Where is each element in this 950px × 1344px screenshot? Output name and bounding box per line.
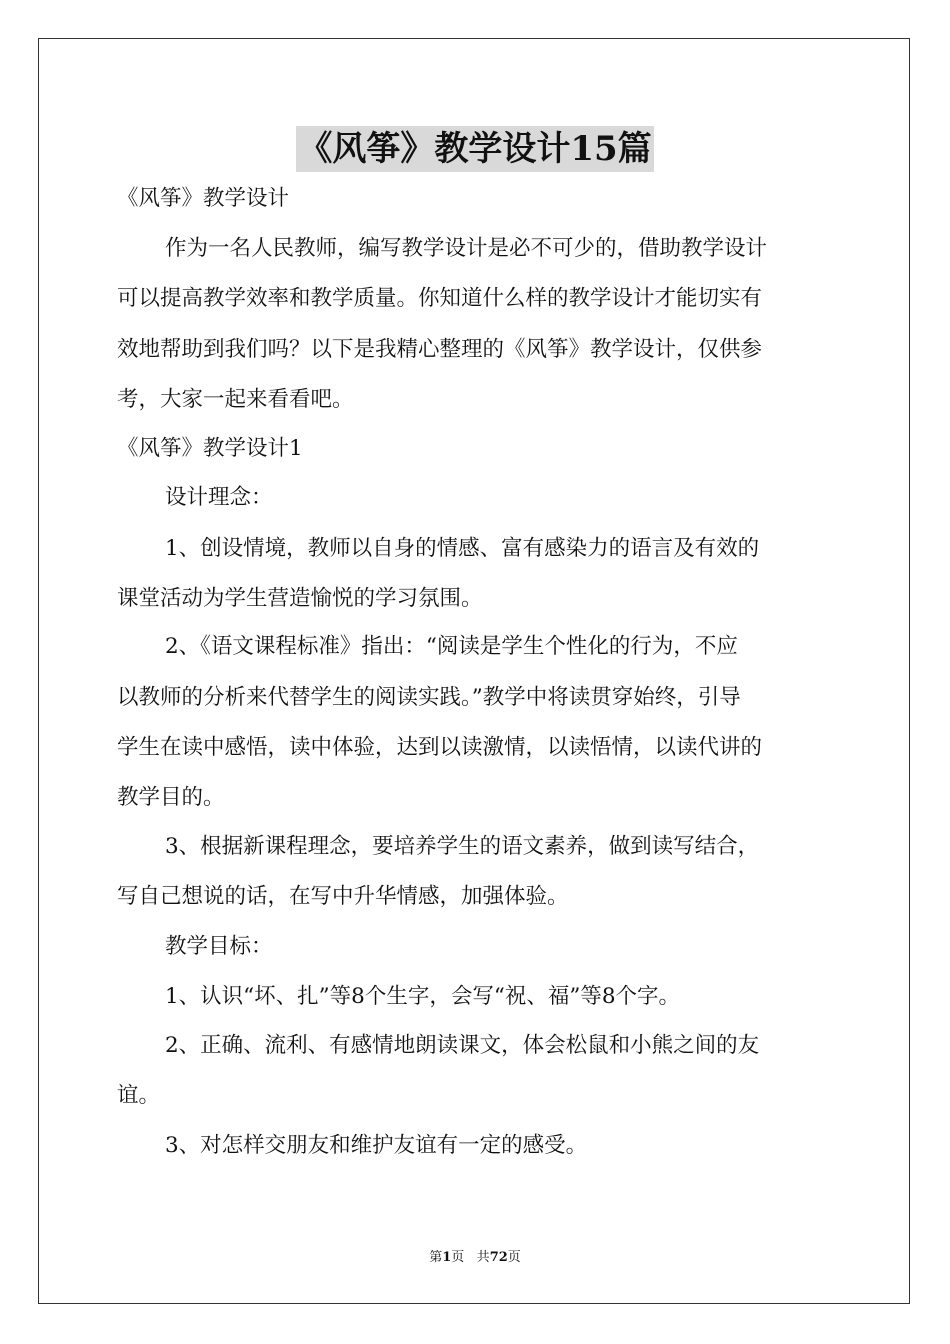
paragraph-line: 写自己想说的话，在写中升华情感，加强体验。 [117, 884, 569, 909]
footer-page-suffix: 页 [451, 1250, 465, 1265]
paragraph-line: 教学目标： [165, 934, 273, 959]
paragraph-line: 学生在读中感悟，读中体验，达到以读激情，以读悟情，以读代讲的 [117, 735, 763, 760]
paragraph-line: 1、认识“坏、扎”等8个生字，会写“祝、福”等8个字。 [165, 984, 681, 1009]
paragraph-line: 3、对怎样交朋友和维护友谊有一定的感受。 [165, 1133, 588, 1158]
footer-total-prefix: 共 [476, 1250, 490, 1265]
paragraph-line: 作为一名人民教师，编写教学设计是必不可少的，借助教学设计 [165, 236, 768, 261]
paragraph-line: 1、创设情境，教师以自身的情感、富有感染力的语言及有效的 [165, 536, 760, 561]
footer-total-pages: 72 [489, 1250, 508, 1265]
paragraph-line: 课堂活动为学生营造愉悦的学习氛围。 [117, 586, 483, 611]
paragraph-line: 设计理念： [165, 485, 273, 510]
section-heading: 《风筝》教学设计1 [117, 436, 303, 461]
paragraph-line: 3、根据新课程理念，要培养学生的语文素养，做到读写结合， [165, 834, 760, 859]
footer-total-suffix: 页 [507, 1250, 521, 1265]
paragraph-line: 效地帮助到我们吗？以下是我精心整理的《风筝》教学设计，仅供参 [117, 337, 763, 362]
document-title: 《风筝》教学设计15篇 [296, 126, 653, 172]
page-border [38, 38, 910, 1304]
title-container [0, 126, 950, 172]
paragraph-line: 2、正确、流利、有感情地朗读课文，体会松鼠和小熊之间的友 [165, 1033, 760, 1058]
paragraph-line: 谊。 [117, 1083, 161, 1108]
footer-page-number: 1 [442, 1250, 452, 1265]
paragraph-line: 以教师的分析来代替学生的阅读实践。”教学中将读贯穿始终，引导 [117, 685, 741, 710]
page-footer [0, 1246, 950, 1265]
paragraph-line: 可以提高教学效率和教学质量。你知道什么样的教学设计才能切实有 [117, 286, 763, 311]
paragraph-line: 2、《语文课程标准》指出：“阅读是学生个性化的行为，不应 [165, 634, 738, 659]
paragraph-line: 考，大家一起来看看吧。 [117, 387, 354, 412]
paragraph-line: 教学目的。 [117, 785, 225, 810]
footer-prefix: 第 [429, 1250, 443, 1265]
section-heading: 《风筝》教学设计 [117, 186, 290, 211]
